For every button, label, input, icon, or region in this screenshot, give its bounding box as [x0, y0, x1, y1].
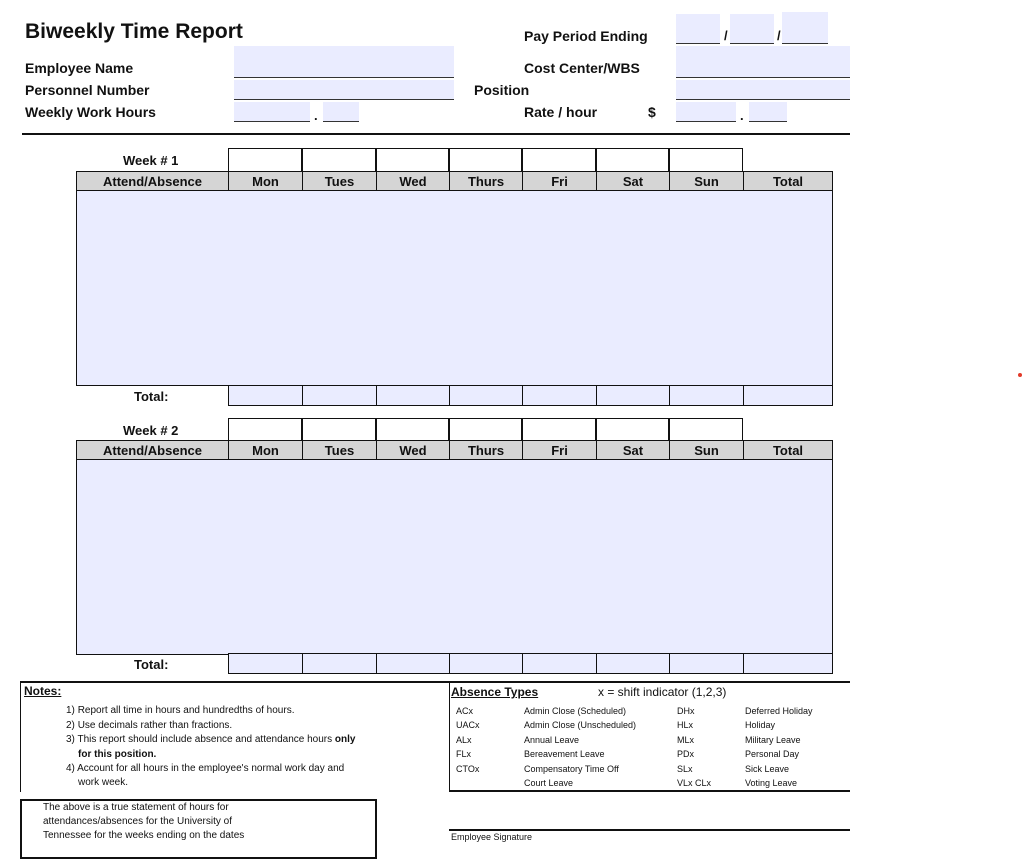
- week-1-input-cell[interactable]: [76, 342, 229, 365]
- weekly-hours-decimal-field[interactable]: [323, 102, 359, 122]
- week-2-input-cell[interactable]: [228, 503, 303, 526]
- week-2-total-cell[interactable]: [743, 653, 833, 674]
- week-1-total-cell[interactable]: [376, 385, 450, 406]
- week-1-input-cell[interactable]: [76, 277, 229, 300]
- week-1-input-cell[interactable]: [76, 363, 229, 386]
- week-1-input-cell[interactable]: [302, 234, 377, 257]
- week-2-input-cell[interactable]: [302, 503, 377, 526]
- week-1-input-cell[interactable]: [449, 277, 523, 300]
- week-1-date-box[interactable]: [596, 148, 669, 171]
- absence-name: Sick Leave: [745, 763, 790, 774]
- week-2-input-cell[interactable]: [228, 568, 303, 591]
- week-1-date-box[interactable]: [449, 148, 522, 171]
- week-2-input-cell[interactable]: [302, 611, 377, 634]
- note-3: 3) This report should include absence and attendance hours only: [66, 734, 356, 745]
- week-1-total-label: Total:: [134, 389, 169, 404]
- week-1-input-cell[interactable]: [596, 299, 670, 322]
- absence-name: Compensatory Time Off: [524, 763, 619, 774]
- week-1-total-cell[interactable]: [228, 385, 303, 406]
- week-1-input-cell[interactable]: [302, 277, 377, 300]
- week-2-input-cell[interactable]: [449, 503, 523, 526]
- week-2-input-cell[interactable]: [669, 589, 744, 612]
- week-2-date-box[interactable]: [596, 418, 669, 440]
- week-2-input-cell[interactable]: [449, 632, 523, 655]
- week-2-input-cell[interactable]: [302, 589, 377, 612]
- week-2-input-cell[interactable]: [449, 568, 523, 591]
- week-2-input-cell[interactable]: [76, 482, 229, 505]
- week-2-input-cell[interactable]: [376, 611, 450, 634]
- absence-name: Admin Close (Scheduled): [524, 706, 627, 716]
- week-1-input-cell[interactable]: [228, 363, 303, 386]
- week-2-input-cell[interactable]: [449, 589, 523, 612]
- week-1-input-cell[interactable]: [302, 213, 377, 236]
- absence-code: MLx: [677, 734, 695, 745]
- week-2-input-cell[interactable]: [228, 546, 303, 569]
- week-1-input-cell[interactable]: [522, 320, 597, 343]
- week-2-input-cell[interactable]: [376, 460, 450, 483]
- week-1-input-cell[interactable]: [76, 320, 229, 343]
- week-2-input-cell[interactable]: [522, 589, 597, 612]
- week-1-input-cell[interactable]: [596, 191, 670, 214]
- week-1-input-cell[interactable]: [228, 299, 303, 322]
- absence-code: SLx: [677, 763, 693, 774]
- week-2-input-cell[interactable]: [376, 589, 450, 612]
- absence-code: HLx: [677, 720, 694, 731]
- week-2-input-cell[interactable]: [522, 568, 597, 591]
- week-2-total-cell[interactable]: [302, 653, 377, 674]
- week-1-input-cell[interactable]: [302, 320, 377, 343]
- week-1-input-cell[interactable]: [669, 256, 744, 279]
- week-2-input-cell[interactable]: [302, 525, 377, 548]
- week-1-input-cell[interactable]: [376, 191, 450, 214]
- week-1-date-box[interactable]: [669, 148, 743, 171]
- week-1-input-cell[interactable]: [376, 234, 450, 257]
- decimal-point: .: [740, 108, 744, 123]
- note-3-cont: for this position.: [78, 749, 157, 760]
- week-1-header-cell: Tues: [302, 171, 377, 191]
- week-1-input-cell[interactable]: [76, 213, 229, 236]
- week-2-input-cell[interactable]: [669, 632, 744, 655]
- week-2-input-cell[interactable]: [522, 525, 597, 548]
- week-1-input-cell[interactable]: [596, 342, 670, 365]
- week-2-input-cell[interactable]: [449, 460, 523, 483]
- week-1-input-cell[interactable]: [669, 191, 744, 214]
- week-1-input-cell[interactable]: [596, 320, 670, 343]
- week-1-input-cell[interactable]: [669, 342, 744, 365]
- week-1-input-cell[interactable]: [302, 191, 377, 214]
- week-1-input-cell[interactable]: [743, 256, 833, 279]
- week-2-input-cell[interactable]: [669, 611, 744, 634]
- week-2-input-cell[interactable]: [76, 525, 229, 548]
- statement-line-2: attendances/absences for the University of: [43, 816, 232, 827]
- week-2-input-cell[interactable]: [596, 546, 670, 569]
- week-2-date-box[interactable]: [302, 418, 376, 440]
- week-1-input-cell[interactable]: [449, 320, 523, 343]
- week-1-input-cell[interactable]: [596, 256, 670, 279]
- week-2-input-cell[interactable]: [522, 460, 597, 483]
- week-1-header-cell: Thurs: [449, 171, 523, 191]
- week-2-input-cell[interactable]: [669, 460, 744, 483]
- week-1-input-cell[interactable]: [76, 256, 229, 279]
- week-2-input-cell[interactable]: [596, 525, 670, 548]
- week-2-input-cell[interactable]: [743, 546, 833, 569]
- week-2-input-cell[interactable]: [76, 503, 229, 526]
- week-1-input-cell[interactable]: [228, 234, 303, 257]
- week-1-input-cell[interactable]: [743, 299, 833, 322]
- week-2-input-cell[interactable]: [669, 546, 744, 569]
- weekly-work-hours-label: Weekly Work Hours: [25, 104, 156, 120]
- week-1-input-cell[interactable]: [669, 213, 744, 236]
- week-1-date-box[interactable]: [302, 148, 376, 171]
- week-1-input-cell[interactable]: [522, 277, 597, 300]
- week-2-date-box[interactable]: [376, 418, 449, 440]
- week-1-input-cell[interactable]: [743, 342, 833, 365]
- week-1-total-cell[interactable]: [596, 385, 670, 406]
- week-2-input-cell[interactable]: [376, 546, 450, 569]
- cost-center-label: Cost Center/WBS: [524, 60, 640, 76]
- week-2-input-cell[interactable]: [743, 632, 833, 655]
- week-2-input-cell[interactable]: [669, 503, 744, 526]
- notes-heading: Notes:: [24, 684, 62, 698]
- week-2-input-cell[interactable]: [228, 611, 303, 634]
- personnel-number-field[interactable]: [234, 80, 454, 100]
- week-1-input-cell[interactable]: [376, 320, 450, 343]
- week-2-input-cell[interactable]: [522, 632, 597, 655]
- week-1-input-cell[interactable]: [228, 256, 303, 279]
- week-2-input-cell[interactable]: [376, 525, 450, 548]
- week-1-header-cell: Sat: [596, 171, 670, 191]
- note-2: 2) Use decimals rather than fractions.: [66, 720, 233, 731]
- rate-decimal-field[interactable]: [749, 102, 787, 122]
- week-2-total-cell[interactable]: [522, 653, 597, 674]
- absence-code: ALx: [456, 734, 472, 745]
- week-1-input-cell[interactable]: [449, 342, 523, 365]
- week-1-input-cell[interactable]: [596, 363, 670, 386]
- week-2-input-cell[interactable]: [743, 611, 833, 634]
- week-1-date-box[interactable]: [376, 148, 449, 171]
- week-2-input-cell[interactable]: [669, 482, 744, 505]
- week-1-total-cell[interactable]: [743, 385, 833, 406]
- week-1-input-cell[interactable]: [522, 342, 597, 365]
- week-2-input-cell[interactable]: [302, 546, 377, 569]
- week-2-header-cell: Sun: [669, 440, 744, 460]
- week-1-input-cell[interactable]: [376, 342, 450, 365]
- absence-name: Military Leave: [745, 734, 801, 745]
- week-1-input-cell[interactable]: [743, 320, 833, 343]
- week-1-input-cell[interactable]: [522, 299, 597, 322]
- week-1-input-cell[interactable]: [669, 277, 744, 300]
- dollar-sign: $: [648, 104, 656, 120]
- decimal-point: .: [314, 108, 318, 123]
- week-1-input-cell[interactable]: [596, 277, 670, 300]
- week-2-input-cell[interactable]: [596, 503, 670, 526]
- week-2-input-cell[interactable]: [76, 546, 229, 569]
- week-1-input-cell[interactable]: [743, 213, 833, 236]
- week-2-total-cell[interactable]: [376, 653, 450, 674]
- week-1-input-cell[interactable]: [302, 299, 377, 322]
- rate-whole-field[interactable]: [676, 102, 736, 122]
- week-2-input-cell[interactable]: [522, 503, 597, 526]
- absence-name: Bereavement Leave: [524, 749, 605, 760]
- week-1-input-cell[interactable]: [743, 277, 833, 300]
- week-2-input-cell[interactable]: [76, 611, 229, 634]
- week-2-total-label: Total:: [134, 657, 169, 672]
- week-1-input-cell[interactable]: [596, 213, 670, 236]
- week-2-input-cell[interactable]: [376, 503, 450, 526]
- week-1-input-cell[interactable]: [376, 299, 450, 322]
- week-2-total-cell[interactable]: [228, 653, 303, 674]
- rate-hour-label: Rate / hour: [524, 104, 598, 120]
- week-2-label: Week # 2: [123, 423, 179, 438]
- employee-name-label: Employee Name: [25, 60, 134, 76]
- week-1-total-cell[interactable]: [302, 385, 377, 406]
- employee-name-field[interactable]: [234, 46, 454, 78]
- week-1-input-cell[interactable]: [743, 191, 833, 214]
- week-2-header-cell: Attend/Absence: [76, 440, 229, 460]
- week-1-input-cell[interactable]: [302, 342, 377, 365]
- week-1-input-cell[interactable]: [522, 191, 597, 214]
- week-1-input-cell[interactable]: [449, 256, 523, 279]
- week-1-date-box[interactable]: [228, 148, 302, 171]
- week-1-input-cell[interactable]: [376, 277, 450, 300]
- week-1-input-cell[interactable]: [743, 234, 833, 257]
- personnel-number-label: Personnel Number: [25, 82, 150, 98]
- week-2-date-box[interactable]: [669, 418, 743, 440]
- signature-line: [449, 829, 850, 831]
- week-2-total-cell[interactable]: [596, 653, 670, 674]
- week-1-header-cell: Total: [743, 171, 833, 191]
- pay-period-day-field[interactable]: [730, 14, 774, 44]
- week-2-input-cell[interactable]: [302, 568, 377, 591]
- cost-center-field[interactable]: [676, 46, 850, 78]
- week-2-input-cell[interactable]: [449, 546, 523, 569]
- week-2-header-cell: Wed: [376, 440, 450, 460]
- header-divider: [22, 133, 850, 135]
- week-2-input-cell[interactable]: [302, 482, 377, 505]
- week-1-input-cell[interactable]: [228, 191, 303, 214]
- week-1-input-cell[interactable]: [522, 213, 597, 236]
- week-1-input-cell[interactable]: [302, 363, 377, 386]
- week-2-input-cell[interactable]: [302, 460, 377, 483]
- week-2-input-cell[interactable]: [302, 632, 377, 655]
- week-2-total-cell[interactable]: [669, 653, 744, 674]
- week-2-input-cell[interactable]: [743, 589, 833, 612]
- week-1-total-cell[interactable]: [522, 385, 597, 406]
- page-title: Biweekly Time Report: [25, 20, 243, 43]
- week-2-input-cell[interactable]: [228, 632, 303, 655]
- week-2-input-cell[interactable]: [376, 568, 450, 591]
- absence-code: FLx: [456, 749, 472, 760]
- week-2-input-cell[interactable]: [76, 568, 229, 591]
- week-2-input-cell[interactable]: [743, 525, 833, 548]
- week-2-input-cell[interactable]: [669, 568, 744, 591]
- week-2-input-cell[interactable]: [76, 460, 229, 483]
- week-2-input-cell[interactable]: [228, 482, 303, 505]
- week-1-input-cell[interactable]: [522, 256, 597, 279]
- week-1-date-box[interactable]: [522, 148, 596, 171]
- week-2-input-cell[interactable]: [743, 503, 833, 526]
- week-1-input-cell[interactable]: [302, 256, 377, 279]
- week-2-date-box[interactable]: [449, 418, 522, 440]
- week-2-header-cell: Thurs: [449, 440, 523, 460]
- week-2-input-cell[interactable]: [228, 460, 303, 483]
- week-2-input-cell[interactable]: [743, 568, 833, 591]
- week-1-total-cell[interactable]: [669, 385, 744, 406]
- week-1-input-cell[interactable]: [228, 320, 303, 343]
- week-1-input-cell[interactable]: [449, 363, 523, 386]
- week-2-date-box[interactable]: [522, 418, 596, 440]
- week-2-input-cell[interactable]: [76, 632, 229, 655]
- week-1-header-cell: Sun: [669, 171, 744, 191]
- date-slash: /: [724, 28, 728, 43]
- week-1-header-cell: Wed: [376, 171, 450, 191]
- week-1-header-cell: Fri: [522, 171, 597, 191]
- week-2-input-cell[interactable]: [522, 546, 597, 569]
- pay-period-year-field[interactable]: [782, 12, 828, 44]
- week-2-input-cell[interactable]: [596, 460, 670, 483]
- week-1-input-cell[interactable]: [596, 234, 670, 257]
- week-2-input-cell[interactable]: [522, 611, 597, 634]
- absence-name: Court Leave: [524, 778, 574, 788]
- week-2-input-cell[interactable]: [743, 460, 833, 483]
- week-1-input-cell[interactable]: [669, 363, 744, 386]
- week-1-input-cell[interactable]: [522, 234, 597, 257]
- week-2-input-cell[interactable]: [228, 589, 303, 612]
- absence-name: Personal Day: [745, 749, 800, 760]
- weekly-hours-whole-field[interactable]: [234, 102, 310, 122]
- absence-name: Admin Close (Unscheduled): [524, 720, 637, 731]
- week-1-input-cell[interactable]: [449, 191, 523, 214]
- week-1-header-cell: Attend/Absence: [76, 171, 229, 191]
- week-2-input-cell[interactable]: [743, 482, 833, 505]
- week-1-input-cell[interactable]: [228, 277, 303, 300]
- statement-line-3: Tennessee for the weeks ending on the dates: [43, 830, 245, 841]
- week-2-header-cell: Fri: [522, 440, 597, 460]
- absence-code: ACx: [456, 706, 474, 716]
- employee-signature-label: Employee Signature: [451, 832, 533, 842]
- pay-period-ending-label: Pay Period Ending: [524, 28, 648, 44]
- week-2-header-cell: Sat: [596, 440, 670, 460]
- week-2-input-cell[interactable]: [522, 482, 597, 505]
- absence-name: Annual Leave: [524, 734, 580, 745]
- week-1-input-cell[interactable]: [76, 234, 229, 257]
- absence-types-heading: Absence Types: [451, 685, 539, 699]
- absence-code: UACx: [456, 720, 480, 731]
- week-2-input-cell[interactable]: [669, 525, 744, 548]
- week-1-total-cell[interactable]: [449, 385, 523, 406]
- week-2-input-cell[interactable]: [376, 482, 450, 505]
- week-1-header-cell: Mon: [228, 171, 303, 191]
- week-2-header-cell: Tues: [302, 440, 377, 460]
- week-2-header-cell: Total: [743, 440, 833, 460]
- week-1-input-cell[interactable]: [669, 320, 744, 343]
- week-1-input-cell[interactable]: [449, 234, 523, 257]
- absence-name: Deferred Holiday: [745, 706, 813, 716]
- absence-code: CTOx: [456, 763, 480, 774]
- week-1-input-cell[interactable]: [449, 213, 523, 236]
- week-2-input-cell[interactable]: [596, 611, 670, 634]
- week-1-input-cell[interactable]: [228, 213, 303, 236]
- week-2-input-cell[interactable]: [376, 632, 450, 655]
- week-2-input-cell[interactable]: [449, 482, 523, 505]
- week-1-input-cell[interactable]: [669, 234, 744, 257]
- week-2-input-cell[interactable]: [596, 632, 670, 655]
- codes-bottom-rule: [449, 790, 850, 792]
- week-2-input-cell[interactable]: [228, 525, 303, 548]
- date-slash: /: [777, 28, 781, 43]
- week-2-input-cell[interactable]: [596, 589, 670, 612]
- position-label: Position: [474, 82, 530, 98]
- week-1-input-cell[interactable]: [376, 213, 450, 236]
- red-dot-mark: [1018, 373, 1022, 377]
- week-1-input-cell[interactable]: [76, 191, 229, 214]
- absence-code: DHx: [677, 706, 695, 716]
- week-2-input-cell[interactable]: [449, 525, 523, 548]
- week-2-header-cell: Mon: [228, 440, 303, 460]
- week-1-input-cell[interactable]: [228, 342, 303, 365]
- week-1-input-cell[interactable]: [376, 256, 450, 279]
- note-4: 4) Account for all hours in the employee's normal work day and: [66, 763, 345, 774]
- note-4-cont: work week.: [78, 777, 129, 788]
- absence-code: VLx CLx: [677, 778, 712, 788]
- statement-line-1: The above is a true statement of hours for: [43, 802, 229, 813]
- shift-indicator-note: x = shift indicator (1,2,3): [598, 685, 727, 699]
- week-1-input-cell[interactable]: [449, 299, 523, 322]
- week-2-input-cell[interactable]: [596, 568, 670, 591]
- week-1-label: Week # 1: [123, 153, 179, 168]
- week-1-input-cell[interactable]: [76, 299, 229, 322]
- absence-name: Holiday: [745, 720, 776, 731]
- pay-period-month-field[interactable]: [676, 14, 720, 44]
- week-1-input-cell[interactable]: [669, 299, 744, 322]
- week-2-input-cell[interactable]: [596, 482, 670, 505]
- absence-name: Voting Leave: [745, 778, 798, 788]
- position-field[interactable]: [676, 80, 850, 100]
- week-2-total-cell[interactable]: [449, 653, 523, 674]
- week-1-input-cell[interactable]: [376, 363, 450, 386]
- note-1: 1) Report all time in hours and hundredths of hours.: [66, 705, 295, 716]
- week-2-input-cell[interactable]: [449, 611, 523, 634]
- week-1-input-cell[interactable]: [743, 363, 833, 386]
- week-1-input-cell[interactable]: [522, 363, 597, 386]
- week-2-input-cell[interactable]: [76, 589, 229, 612]
- week-2-date-box[interactable]: [228, 418, 302, 440]
- absence-code: PDx: [677, 749, 695, 760]
